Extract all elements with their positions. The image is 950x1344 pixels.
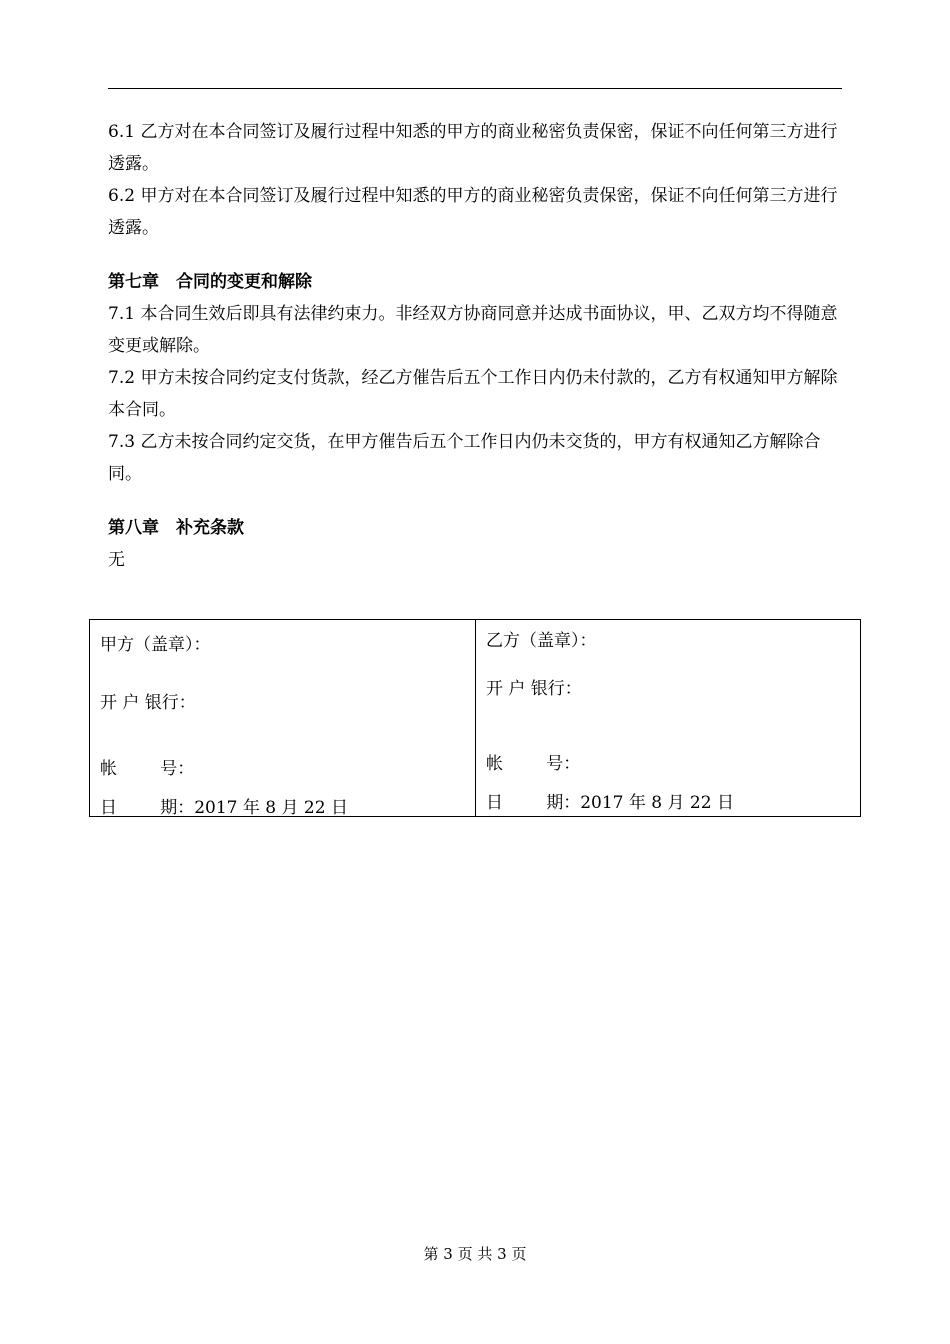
party-a-date: 日 期：2017 年 8 月 22 日 xyxy=(100,798,348,818)
clause-7-3: 7.3 乙方未按合同约定交货，在甲方催告后五个工作日内仍未交货的，甲方有权通知乙方解除合同。 xyxy=(108,432,821,484)
clause-6-2: 6.2 甲方对在本合同签订及履行过程中知悉的甲方的商业秘密负责保密，保证不向任何第三方进行透露。 xyxy=(108,186,838,238)
party-a-bank: 开 户 银行： xyxy=(100,693,196,713)
party-b-bank: 开 户 银行： xyxy=(486,679,582,699)
chapter-8-heading: 第八章 补充条款 xyxy=(108,518,244,538)
party-a-seal: 甲方（盖章）： xyxy=(100,635,211,655)
chapter-8-body: 无 xyxy=(108,550,125,570)
document-body xyxy=(108,116,842,576)
party-b-account: 帐 号： xyxy=(486,754,581,774)
chapter-7-heading: 第七章 合同的变更和解除 xyxy=(108,272,312,292)
party-b-date: 日 期：2017 年 8 月 22 日 xyxy=(486,793,734,813)
clause-6-1: 6.1 乙方对在本合同签订及履行过程中知悉的甲方的商业秘密负责保密，保证不向任何第三方进行透露。 xyxy=(108,122,838,174)
clause-7-2: 7.2 甲方未按合同约定支付货款，经乙方催告后五个工作日内仍未付款的，乙方有权通知甲方解除本合同。 xyxy=(108,368,838,420)
signature-table xyxy=(89,619,861,817)
clause-7-1: 7.1 本合同生效后即具有法律约束力。非经双方协商同意并达成书面协议，甲、乙双方均不得随意变更或解除。 xyxy=(108,304,838,356)
header-rule xyxy=(108,88,842,89)
party-a-account: 帐 号： xyxy=(100,759,195,779)
party-a-cell xyxy=(90,620,475,816)
party-b-cell xyxy=(475,620,860,816)
page-number: 第 3 页 共 3 页 xyxy=(423,1245,527,1263)
party-b-seal: 乙方（盖章）： xyxy=(486,631,597,651)
